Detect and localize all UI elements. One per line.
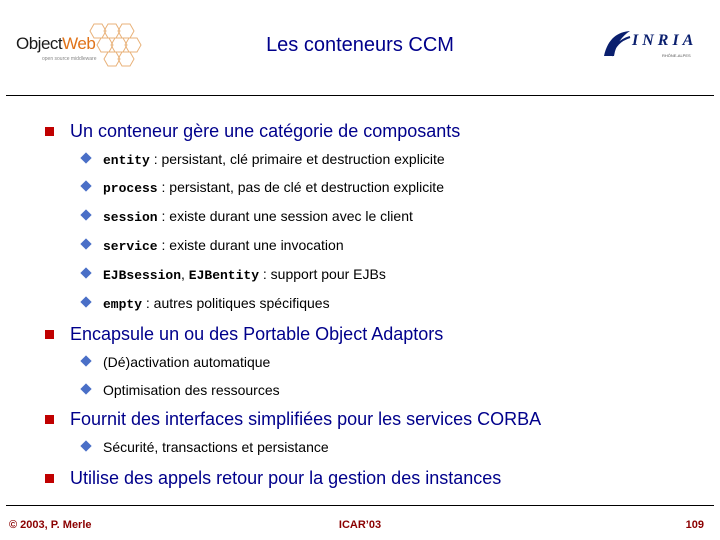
code-service: service [103, 239, 158, 254]
diamond-bullet-icon [80, 180, 91, 191]
item-4-text: Utilise des appels retour pour la gestion des instances [70, 468, 502, 488]
sub-item-text: : existe durant une session avec le client [157, 208, 413, 224]
sub-item-text: : support pour EJBs [259, 266, 386, 282]
code-process: process [103, 181, 158, 196]
square-bullet-icon [45, 330, 54, 339]
inria-emblem-icon [600, 28, 634, 60]
code-separator: , [181, 266, 189, 282]
square-bullet-icon [45, 127, 54, 136]
code-entity: entity [103, 153, 150, 168]
footer-copyright: © 2003, P. Merle [9, 519, 92, 531]
diamond-bullet-icon [80, 238, 91, 249]
inria-wordmark: INRIA [632, 32, 698, 49]
code-empty: empty [103, 297, 143, 312]
diamond-bullet-icon [80, 152, 91, 163]
sub-item-text: : persistant, pas de clé et destruction explicite [157, 179, 444, 195]
logo-word-object: Object [16, 34, 63, 53]
sub-item-text: (Dé)activation automatique [103, 354, 271, 370]
inria-logo [600, 28, 705, 64]
code-ejbsession: EJBsession [103, 268, 182, 283]
square-bullet-icon [45, 415, 54, 424]
diamond-bullet-icon [80, 440, 91, 451]
diamond-bullet-icon [80, 355, 91, 366]
diamond-bullet-icon [80, 296, 91, 307]
footer-divider [6, 505, 714, 506]
item-3-text: Fournit des interfaces simplifiées pour les services CORBA [70, 409, 542, 429]
header-divider [6, 95, 714, 96]
inria-subtext: RHÔNE-ALPES [662, 53, 691, 58]
sub-item-text: : existe durant une invocation [157, 237, 344, 253]
footer-page-number: 109 [685, 519, 704, 531]
code-session: session [103, 210, 158, 225]
slide-title: Les conteneurs CCM [266, 34, 454, 56]
footer-event: ICAR’03 [338, 519, 382, 531]
diamond-bullet-icon [80, 267, 91, 278]
diamond-bullet-icon [80, 209, 91, 220]
logo-tagline: open source middleware [42, 56, 97, 62]
code-ejbentity: EJBentity [188, 268, 260, 283]
sub-item-text: Optimisation des ressources [103, 382, 280, 398]
sub-item-text: : persistant, clé primaire et destruction explicite [149, 151, 445, 167]
diamond-bullet-icon [80, 383, 91, 394]
sub-item-text: : autres politiques spécifiques [142, 295, 330, 311]
sub-item-text: Sécurité, transactions et persistance [103, 439, 329, 455]
item-2-text: Encapsule un ou des Portable Object Adaptors [70, 324, 444, 344]
square-bullet-icon [45, 474, 54, 483]
item-1-text: Un conteneur gère une catégorie de composants [70, 121, 461, 141]
logo-word-web: Web [62, 34, 96, 53]
